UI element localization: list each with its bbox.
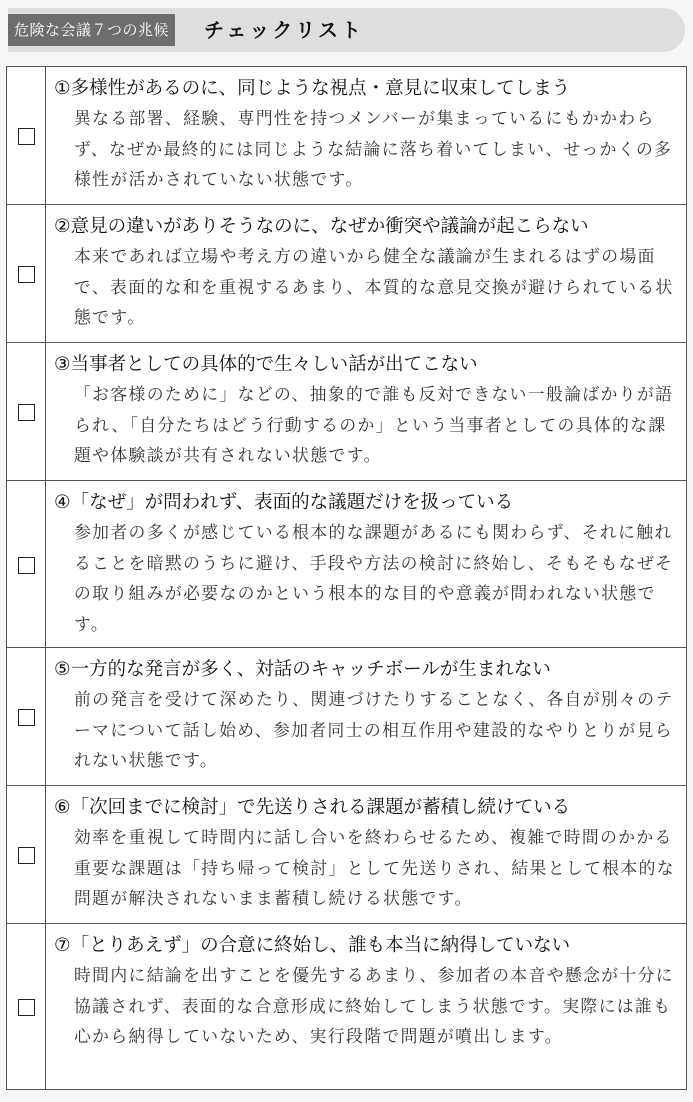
item-title: ④「なぜ」が問われず、表面的な議題だけを扱っている [54, 492, 514, 513]
item-title: ③当事者としての具体的で生々しい話が出てこない [54, 354, 478, 375]
item-description: 「お客様のために」などの、抽象的で誰も反対できない一般論ばかりが語られ、「自分たちはどう行動するのか」という当事者としての具体的な課題や体験談が共有されない状態です。 [74, 384, 674, 465]
checkbox[interactable] [18, 266, 35, 283]
section-tag: 危険な会議７つの兆候 [8, 14, 175, 46]
item-description: 効率を重視して時間内に話し合いを終わらせるため、複雑で時間のかかる重要な課題は「持ち帰って検討」として先送りされ、結果として根本的な問題が解決されないまま蓄積し続ける状態です。 [74, 827, 675, 908]
checklist-row [7, 205, 687, 343]
item-description: 参加者の多くが感じている根本的な課題があるにも関わらず、それに触れることを暗黙のうちに避け、手段や方法の検討に終始し、そもそもなぜその取り組みが必要なのかという根本的な目的や意義が問われない状態です。 [74, 522, 674, 634]
checkbox[interactable] [18, 999, 35, 1016]
checklist-row [7, 924, 687, 1090]
checkbox[interactable] [18, 557, 35, 574]
checklist-row [7, 786, 687, 924]
header-bar [8, 8, 685, 52]
checklist-row [7, 67, 687, 205]
item-description: 異なる部署、経験、専門性を持つメンバーが集まっているにもかかわらず、なぜか最終的には同じような結論に落ち着いてしまい、せっかくの多様性が活かされていない状態です。 [74, 108, 673, 189]
checklist-row [7, 648, 687, 786]
checklist-row [7, 481, 687, 648]
checklist-row [7, 343, 687, 481]
item-description: 前の発言を受けて深めたり、関連づけたりすることなく、各自が別々のテーマについて話し始め、参加者同士の相互作用や建設的なやりとりが見られない状態です。 [74, 689, 674, 770]
item-title: ⑥「次回までに検討」で先送りされる課題が蓄積し続けている [54, 797, 571, 818]
checkbox[interactable] [18, 847, 35, 864]
checklist-table [6, 66, 687, 1090]
checkbox[interactable] [18, 128, 35, 145]
checkbox[interactable] [18, 404, 35, 421]
item-title: ⑦「とりあえず」の合意に終始し、誰も本当に納得していない [54, 935, 571, 956]
item-description: 本来であれば立場や考え方の違いから健全な議論が生まれるはずの場面で、表面的な和を重視するあまり、本質的な意見交換が避けられている状態です。 [74, 246, 674, 327]
item-title: ①多様性があるのに、同じような視点・意見に収束してしまう [54, 78, 571, 99]
page-title: チェックリスト [204, 18, 364, 42]
checkbox[interactable] [18, 709, 35, 726]
item-description: 時間内に結論を出すことを優先するあまり、参加者の本音や懸念が十分に協議されず、表面的な合意形成に終始してしまう状態です。実際には誰も心から納得していないため、実行段階で問題が噴出します。 [74, 965, 674, 1046]
item-title: ②意見の違いがありそうなのに、なぜか衝突や議論が起こらない [54, 216, 589, 237]
item-title: ⑤一方的な発言が多く、対話のキャッチボールが生まれない [54, 659, 551, 680]
